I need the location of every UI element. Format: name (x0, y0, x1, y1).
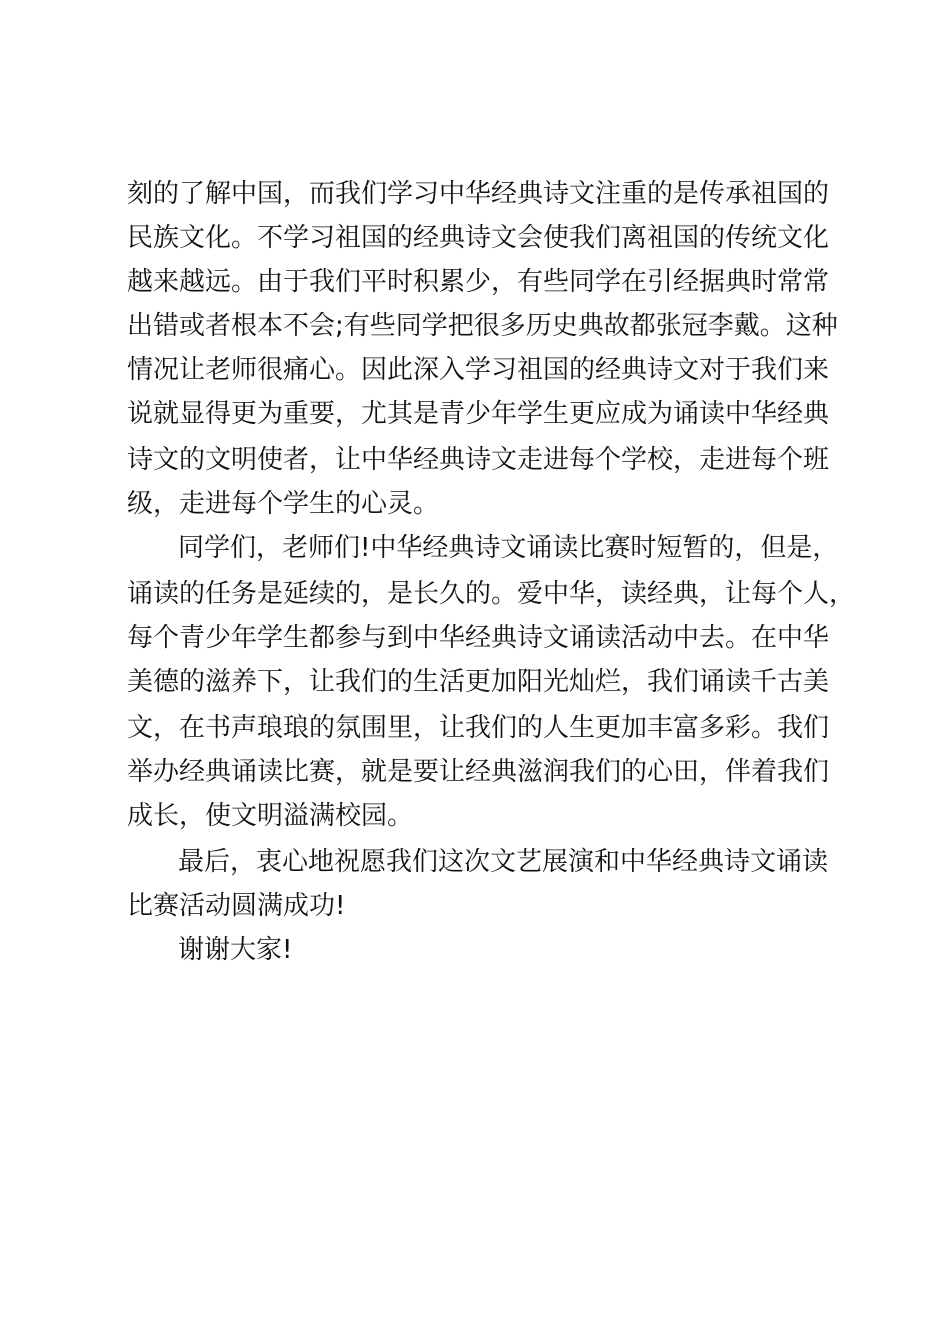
text-line-7: 诗文的文明使者，让中华经典诗文走进每个学校，走进每个班 (127, 445, 830, 475)
text-line-1: 刻的了解中国，而我们学习中华经典诗文注重的是传承祖国的 (127, 179, 830, 209)
text-line-8: 级，走进每个学生的心灵。 (127, 489, 440, 519)
text-line-13: 文，在书声琅琅的氛围里，让我们的人生更加丰富多彩。我们 (127, 713, 830, 743)
text-line-12: 美德的滋养下，让我们的生活更加阳光灿烂，我们诵读千古美 (127, 667, 830, 697)
text-line-6: 说就显得更为重要，尤其是青少年学生更应成为诵读中华经典 (127, 399, 830, 429)
text-line-11: 每个青少年学生都参与到中华经典诗文诵读活动中去。在中华 (127, 623, 830, 653)
text-line-5: 情况让老师很痛心。因此深入学习祖国的经典诗文对于我们来 (127, 355, 830, 385)
text-line-10: 诵读的任务是延续的，是长久的。爱中华，读经典，让每个人， (127, 579, 856, 609)
text-line-9: 同学们，老师们!中华经典诗文诵读比赛时短暂的，但是， (178, 533, 839, 563)
text-line-17: 比赛活动圆满成功! (127, 891, 346, 921)
text-line-16: 最后，衷心地祝愿我们这次文艺展演和中华经典诗文诵读 (178, 847, 829, 877)
text-line-3: 越来越远。由于我们平时积累少，有些同学在引经据典时常常 (127, 267, 830, 297)
text-line-18: 谢谢大家! (178, 935, 293, 965)
text-line-2: 民族文化。不学习祖国的经典诗文会使我们离祖国的传统文化 (127, 223, 830, 253)
text-line-15: 成长，使文明溢满校园。 (127, 801, 414, 831)
text-line-4: 出错或者根本不会;有些同学把很多历史典故都张冠李戴。这种 (127, 311, 838, 341)
text-line-14: 举办经典诵读比赛，就是要让经典滋润我们的心田，伴着我们 (127, 757, 830, 787)
